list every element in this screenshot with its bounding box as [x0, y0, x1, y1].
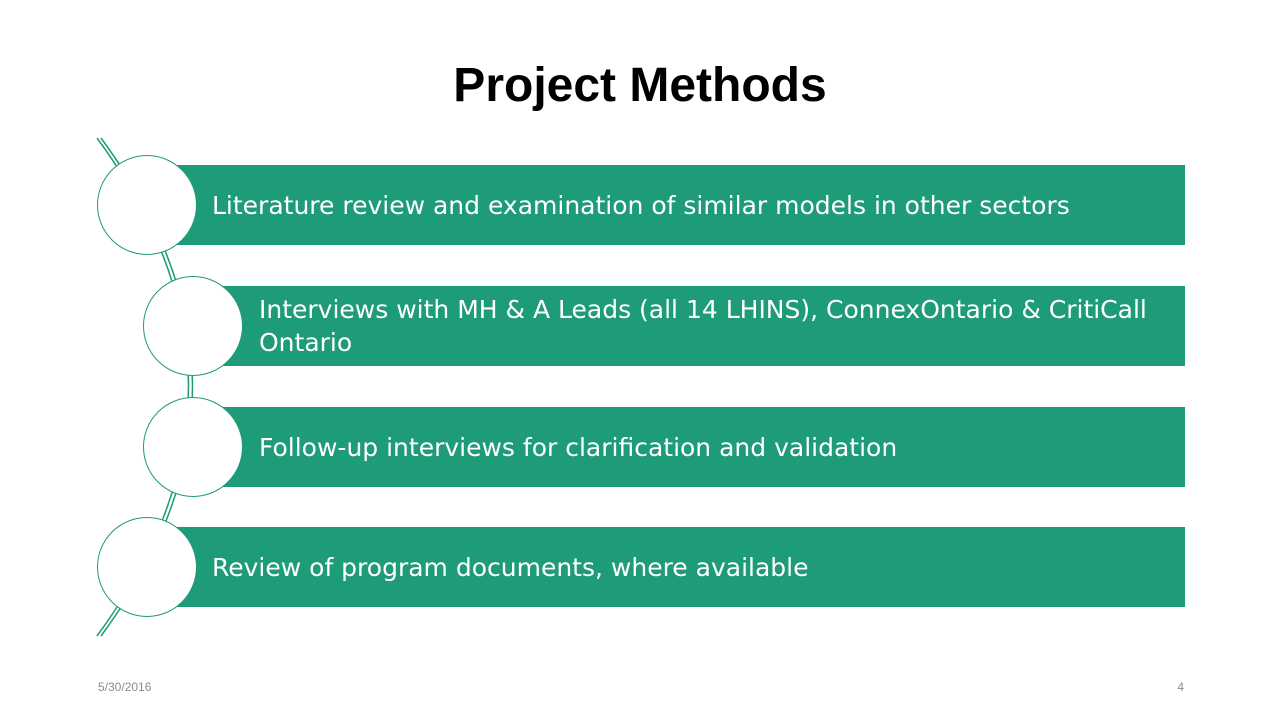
footer-date: 5/30/2016: [98, 680, 152, 694]
method-item-1-text: Literature review and examination of similar models in other sectors: [212, 190, 1070, 220]
footer-page-number: 4: [1177, 680, 1184, 694]
method-bar-1: [147, 165, 1185, 245]
slide-title: Project Methods: [453, 59, 827, 112]
method-item-2-text: Interviews with MH & A Leads (all 14 LHINS), ConnexOntario & CritiCall Ontario: [259, 295, 1147, 357]
method-circle-4: [97, 517, 197, 617]
method-item-4-text: Review of program documents, where available: [212, 552, 809, 582]
method-circle-3: [143, 397, 243, 497]
method-circle-2: [143, 276, 243, 376]
method-bar-2: [193, 286, 1185, 366]
method-bar-4: [147, 527, 1185, 607]
method-item-3-text: Follow-up interviews for clarification and validation: [259, 432, 898, 462]
method-circle-1: [97, 155, 197, 255]
method-bar-3: [193, 407, 1185, 487]
